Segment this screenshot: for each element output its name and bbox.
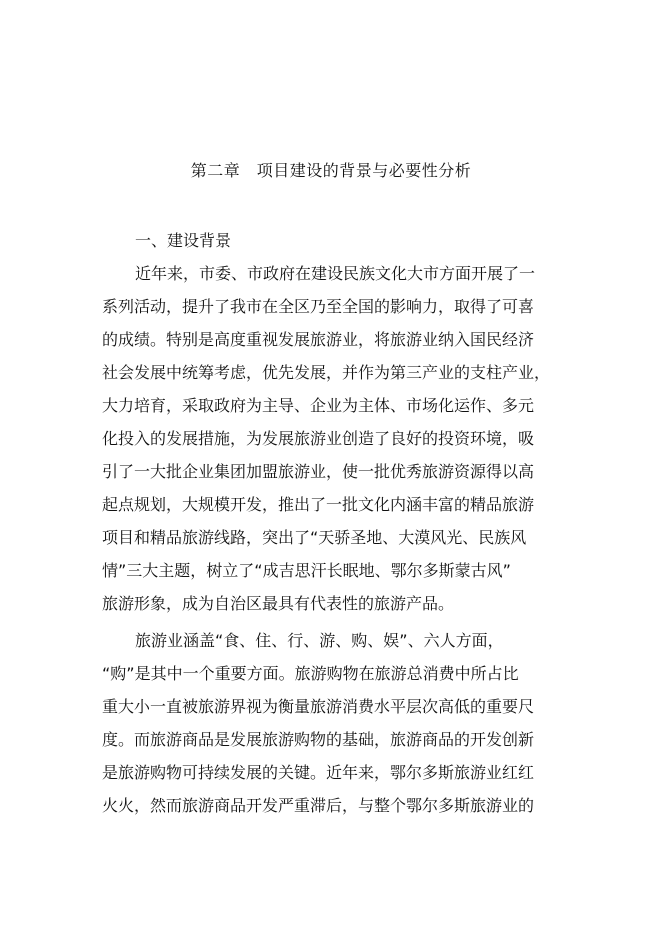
paragraph-1-line-3: 的成绩。特别是高度重视发展旅游业，将旅游业纳入国民经济 (102, 330, 535, 349)
paragraph-1-line-7: 引了一大批企业集团加盟旅游业，使一批优秀旅游资源得以高 (102, 462, 535, 481)
section-heading: 一、建设背景 (135, 231, 232, 250)
paragraph-1-line-10: 情”三大主题，树立了“成吉思汗长眠地、鄂尔多斯蒙古风” (102, 561, 511, 580)
chapter-title: 第二章 项目建设的背景与必要性分析 (190, 161, 472, 180)
paragraph-1-line-11: 旅游形象，成为自治区最具有代表性的旅游产品。 (102, 594, 455, 613)
paragraph-2-line-3: 重大小一直被旅游界视为衡量旅游消费水平层次高低的重要尺 (102, 697, 535, 716)
paragraph-2-line-4: 度。而旅游商品是发展旅游购物的基础，旅游商品的开发创新 (102, 730, 535, 749)
paragraph-1-line-9: 项目和精品旅游线路，突出了“天骄圣地、大漠风光、民族风 (102, 528, 527, 547)
paragraph-2-line-2: “购”是其中一个重要方面。旅游购物在旅游总消费中所占比 (102, 664, 519, 683)
paragraph-2-line-6: 火火，然而旅游商品开发严重滞后，与整个鄂尔多斯旅游业的 (102, 796, 535, 815)
paragraph-1-line-8: 起点规划，大规模开发，推出了一批文化内涵丰富的精品旅游 (102, 495, 535, 514)
paragraph-2-line-1: 旅游业涵盖“食、住、行、游、购、娱”、六人方面， (135, 631, 504, 650)
paragraph-1-line-4: 社会发展中统筹考虑，优先发展，并作为第三产业的支柱产业， (102, 363, 551, 382)
paragraph-1-line-5: 大力培育，采取政府为主导、企业为主体、市场化运作、多元 (102, 396, 535, 415)
paragraph-1-line-2: 系列活动，提升了我市在全区乃至全国的影响力，取得了可喜 (102, 297, 535, 316)
paragraph-2-line-5: 是旅游购物可持续发展的关键。近年来，鄂尔多斯旅游业红红 (102, 763, 535, 782)
paragraph-1-line-6: 化投入的发展措施，为发展旅游业创造了良好的投资环境，吸 (102, 429, 535, 448)
paragraph-1-line-1: 近年来，市委、市政府在建设民族文化大市方面开展了一 (135, 264, 536, 283)
